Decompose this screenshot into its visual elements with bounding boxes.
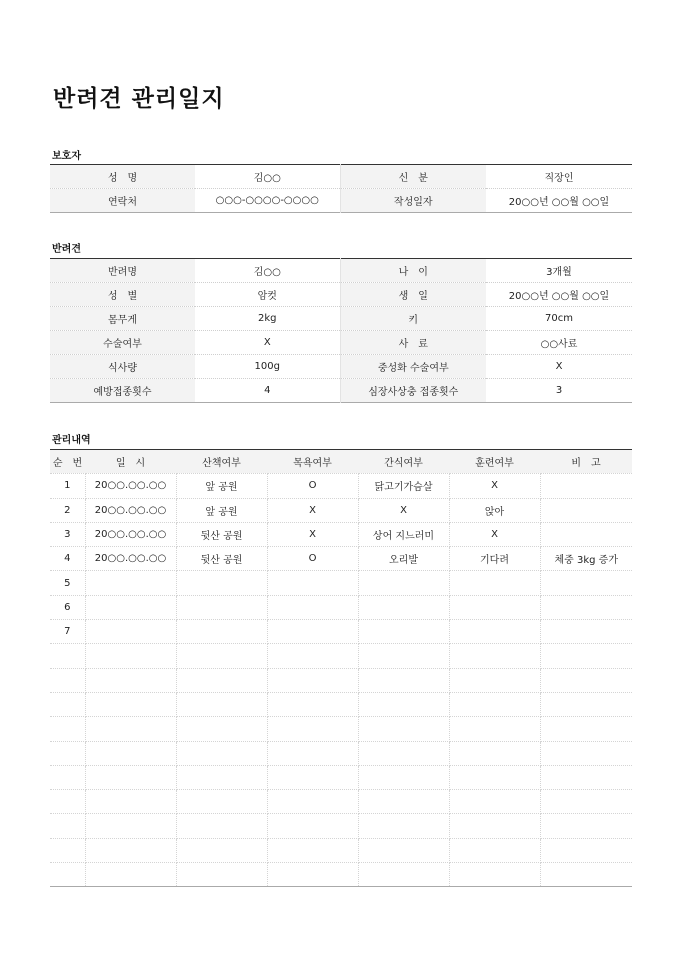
- log-cell: [540, 644, 632, 668]
- log-cell: [540, 741, 632, 765]
- log-cell: [540, 814, 632, 838]
- log-row: [50, 547, 632, 571]
- dog-field-label: 나 이: [340, 259, 486, 283]
- log-cell: 4: [50, 547, 85, 571]
- log-cell: 뒷산 공원: [176, 522, 267, 546]
- log-cell: [267, 814, 358, 838]
- log-cell: [50, 717, 85, 741]
- log-cell: [358, 571, 449, 595]
- log-cell: [540, 863, 632, 887]
- log-cell: [540, 765, 632, 789]
- dog-field-label: 몸무게: [50, 307, 195, 331]
- dog-field-value: 김○○: [195, 259, 340, 283]
- log-cell: [540, 474, 632, 498]
- log-cell: 20○○.○○.○○: [85, 498, 176, 522]
- log-cell: [267, 790, 358, 814]
- log-cell: [449, 620, 540, 644]
- dog-field-value: 100g: [195, 355, 340, 379]
- log-cell: [449, 765, 540, 789]
- log-cell: [176, 863, 267, 887]
- log-cell: [176, 571, 267, 595]
- dog-field-label: 심장사상충 접종횟수: [340, 379, 486, 403]
- log-cell: [50, 692, 85, 716]
- log-cell: [176, 717, 267, 741]
- dog-row: [50, 379, 632, 403]
- log-cell: [267, 765, 358, 789]
- log-cell: 앞 공원: [176, 498, 267, 522]
- log-cell: [176, 668, 267, 692]
- log-cell: [176, 838, 267, 862]
- log-cell: [50, 741, 85, 765]
- guardian-row: [50, 165, 632, 189]
- log-cell: [358, 644, 449, 668]
- log-cell: [358, 668, 449, 692]
- log-cell: [267, 741, 358, 765]
- guardian-field-label: 작성일자: [340, 189, 486, 213]
- log-cell: O: [267, 474, 358, 498]
- log-cell: [176, 790, 267, 814]
- guardian-table: [50, 164, 632, 213]
- log-row: [50, 765, 632, 789]
- log-row: [50, 571, 632, 595]
- log-cell: [449, 814, 540, 838]
- log-cell: [449, 863, 540, 887]
- log-cell: [358, 692, 449, 716]
- log-cell: 상어 지느러미: [358, 522, 449, 546]
- dog-field-value: 3개월: [486, 259, 632, 283]
- page-title: 반려견 관리일지: [53, 86, 225, 112]
- log-cell: [85, 814, 176, 838]
- dog-row: [50, 355, 632, 379]
- log-cell: [85, 571, 176, 595]
- log-cell: [449, 668, 540, 692]
- log-cell: [176, 595, 267, 619]
- dog-field-label: 식사량: [50, 355, 195, 379]
- log-header-row: [50, 450, 632, 474]
- log-cell: [540, 790, 632, 814]
- log-row: [50, 498, 632, 522]
- log-cell: [85, 644, 176, 668]
- log-cell: [540, 522, 632, 546]
- dog-field-value: 20○○년 ○○월 ○○일: [486, 283, 632, 307]
- log-cell: [449, 692, 540, 716]
- dog-row: [50, 259, 632, 283]
- log-cell: 기다려: [449, 547, 540, 571]
- log-cell: 20○○.○○.○○: [85, 522, 176, 546]
- log-cell: [358, 741, 449, 765]
- log-cell: [50, 668, 85, 692]
- log-cell: X: [267, 522, 358, 546]
- log-cell: 체중 3kg 증가: [540, 547, 632, 571]
- guardian-field-value: 김○○: [195, 165, 340, 189]
- log-cell: [85, 765, 176, 789]
- log-cell: [50, 765, 85, 789]
- log-cell: [85, 838, 176, 862]
- log-row: [50, 620, 632, 644]
- log-row: [50, 814, 632, 838]
- log-cell: [176, 620, 267, 644]
- log-cell: [176, 741, 267, 765]
- dog-row: [50, 331, 632, 355]
- log-row: [50, 644, 632, 668]
- log-cell: 1: [50, 474, 85, 498]
- dog-field-label: 성 별: [50, 283, 195, 307]
- log-row: [50, 595, 632, 619]
- dog-field-value: 3: [486, 379, 632, 403]
- log-cell: X: [449, 522, 540, 546]
- log-column-header: 순 번: [50, 450, 85, 474]
- log-cell: [85, 595, 176, 619]
- guardian-field-value: ○○○-○○○○-○○○○: [195, 189, 340, 213]
- log-cell: [176, 692, 267, 716]
- log-cell: [50, 838, 85, 862]
- log-cell: [85, 717, 176, 741]
- dog-field-label: 사 료: [340, 331, 486, 355]
- log-cell: 2: [50, 498, 85, 522]
- log-cell: 20○○.○○.○○: [85, 547, 176, 571]
- log-cell: [540, 838, 632, 862]
- log-cell: [449, 717, 540, 741]
- dog-field-value: 2kg: [195, 307, 340, 331]
- log-cell: 닭고기가슴살: [358, 474, 449, 498]
- guardian-section-label: 보호자: [52, 151, 81, 162]
- dog-field-label: 반려명: [50, 259, 195, 283]
- log-cell: [358, 765, 449, 789]
- log-cell: X: [267, 498, 358, 522]
- log-cell: [176, 814, 267, 838]
- guardian-field-label: 신 분: [340, 165, 486, 189]
- log-cell: [267, 571, 358, 595]
- log-cell: [267, 595, 358, 619]
- dog-field-value: X: [486, 355, 632, 379]
- log-cell: 3: [50, 522, 85, 546]
- log-column-header: 목욕여부: [267, 450, 358, 474]
- log-column-header: 일 시: [85, 450, 176, 474]
- log-cell: [358, 814, 449, 838]
- log-cell: [540, 668, 632, 692]
- log-cell: 뒷산 공원: [176, 547, 267, 571]
- dog-row: [50, 307, 632, 331]
- log-cell: 5: [50, 571, 85, 595]
- log-cell: [267, 838, 358, 862]
- log-cell: 오리발: [358, 547, 449, 571]
- log-cell: [267, 863, 358, 887]
- guardian-field-value: 20○○년 ○○월 ○○일: [486, 189, 632, 213]
- log-cell: [358, 838, 449, 862]
- log-cell: [449, 595, 540, 619]
- log-cell: [358, 863, 449, 887]
- log-cell: O: [267, 547, 358, 571]
- log-row: [50, 668, 632, 692]
- log-column-header: 산책여부: [176, 450, 267, 474]
- guardian-field-label: 성 명: [50, 165, 195, 189]
- log-cell: [358, 595, 449, 619]
- dog-field-value: X: [195, 331, 340, 355]
- guardian-field-value: 직장인: [486, 165, 632, 189]
- dog-field-value: 4: [195, 379, 340, 403]
- log-cell: [176, 644, 267, 668]
- log-cell: [267, 668, 358, 692]
- log-cell: 앞 공원: [176, 474, 267, 498]
- log-cell: [85, 741, 176, 765]
- log-row: [50, 522, 632, 546]
- log-row: [50, 838, 632, 862]
- log-cell: [85, 668, 176, 692]
- log-cell: [267, 644, 358, 668]
- log-row: [50, 692, 632, 716]
- dog-field-label: 예방접종횟수: [50, 379, 195, 403]
- log-cell: [85, 692, 176, 716]
- log-cell: [50, 814, 85, 838]
- log-cell: [540, 595, 632, 619]
- dog-section-label: 반려견: [52, 244, 81, 255]
- log-row: [50, 741, 632, 765]
- log-cell: [358, 620, 449, 644]
- log-cell: [449, 571, 540, 595]
- log-cell: [85, 620, 176, 644]
- dog-field-value: 70cm: [486, 307, 632, 331]
- log-cell: [449, 741, 540, 765]
- dog-field-label: 중성화 수술여부: [340, 355, 486, 379]
- log-cell: [540, 692, 632, 716]
- log-cell: [449, 790, 540, 814]
- log-cell: [540, 620, 632, 644]
- guardian-field-label: 연락처: [50, 189, 195, 213]
- log-cell: 앉아: [449, 498, 540, 522]
- dog-field-label: 수술여부: [50, 331, 195, 355]
- log-cell: [50, 863, 85, 887]
- log-column-header: 비 고: [540, 450, 632, 474]
- log-cell: [85, 790, 176, 814]
- log-cell: [540, 571, 632, 595]
- dog-row: [50, 283, 632, 307]
- dog-field-label: 생 일: [340, 283, 486, 307]
- log-cell: X: [358, 498, 449, 522]
- log-row: [50, 863, 632, 887]
- log-cell: [449, 644, 540, 668]
- log-cell: X: [449, 474, 540, 498]
- log-cell: [540, 717, 632, 741]
- log-column-header: 훈련여부: [449, 450, 540, 474]
- log-cell: [50, 790, 85, 814]
- log-cell: [176, 765, 267, 789]
- log-cell: [267, 620, 358, 644]
- log-cell: [449, 838, 540, 862]
- dog-field-value: ○○사료: [486, 331, 632, 355]
- log-cell: [358, 790, 449, 814]
- log-cell: [358, 717, 449, 741]
- dog-field-label: 키: [340, 307, 486, 331]
- log-table: [50, 449, 632, 887]
- dog-table: [50, 258, 632, 403]
- log-row: [50, 790, 632, 814]
- log-cell: 7: [50, 620, 85, 644]
- guardian-row: [50, 189, 632, 213]
- log-cell: [267, 717, 358, 741]
- log-cell: [50, 644, 85, 668]
- log-cell: [85, 863, 176, 887]
- log-cell: [267, 692, 358, 716]
- log-cell: 20○○.○○.○○: [85, 474, 176, 498]
- dog-field-value: 암컷: [195, 283, 340, 307]
- log-section-label: 관리내역: [52, 435, 91, 446]
- log-column-header: 간식여부: [358, 450, 449, 474]
- log-cell: [540, 498, 632, 522]
- log-row: [50, 474, 632, 498]
- log-row: [50, 717, 632, 741]
- log-cell: 6: [50, 595, 85, 619]
